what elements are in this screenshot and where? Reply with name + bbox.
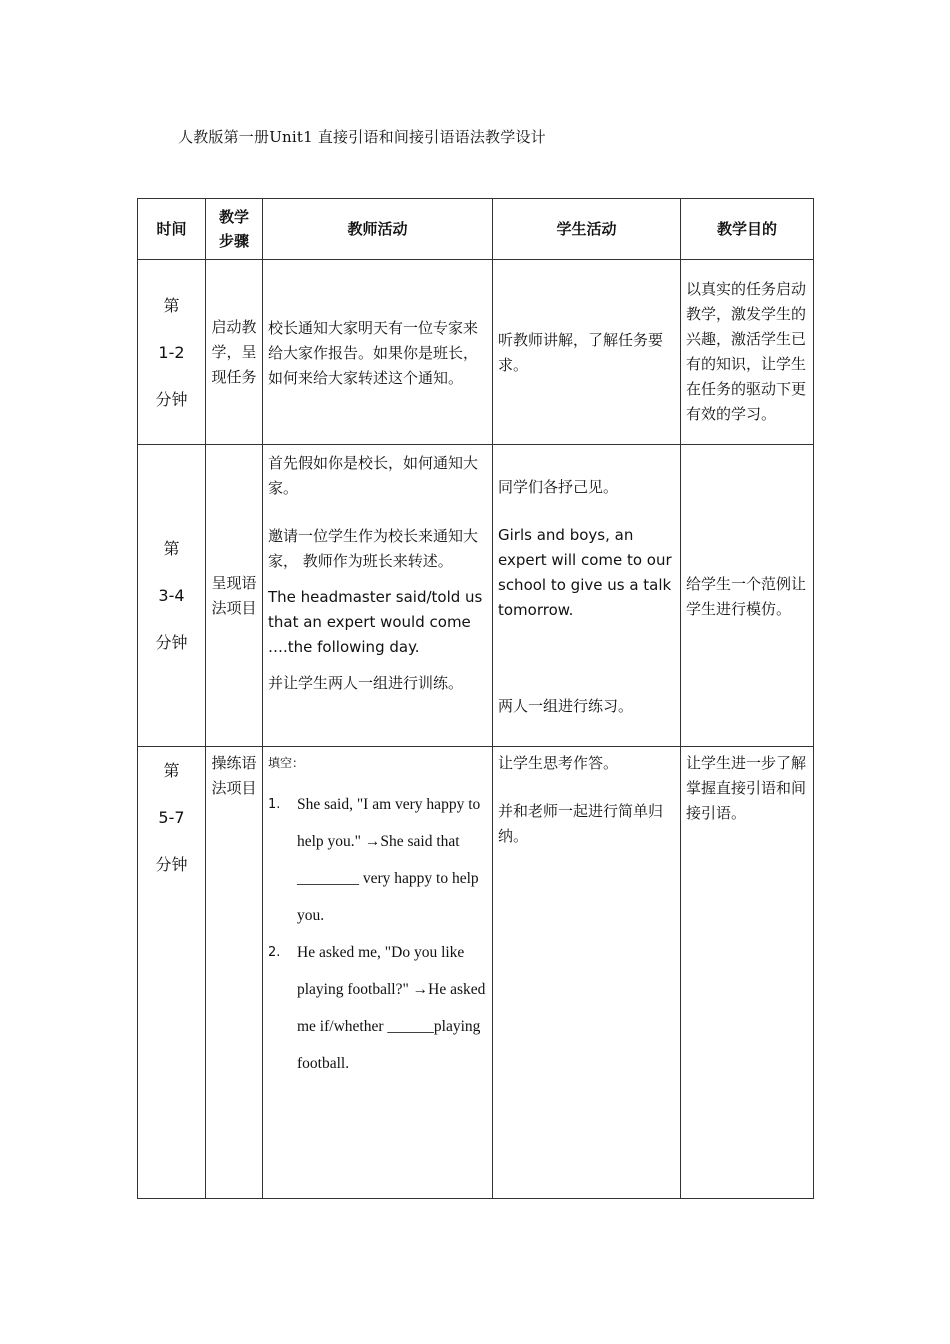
header-purpose: 教学目的	[681, 199, 814, 260]
time-range: 5-7	[158, 808, 185, 827]
time-prefix: 第	[163, 761, 180, 780]
teacher-example: The headmaster said/told us that an expert would come ….the following day.	[268, 588, 483, 656]
student-paragraph: 并和老师一起进行简单归纳。	[498, 802, 664, 845]
exercise-list	[268, 786, 488, 1082]
list-item	[268, 934, 488, 1082]
teacher-paragraph: 首先假如你是校长，如何通知大家。	[268, 454, 479, 497]
header-time: 时间	[138, 199, 206, 260]
time-range: 3-4	[158, 586, 185, 605]
table-row	[138, 260, 814, 445]
table-row	[138, 445, 814, 747]
student-paragraph: 两人一组进行练习。	[498, 697, 634, 715]
purpose-cell: 以真实的任务启动教学，激发学生的兴趣，激活学生已有的知识，让学生在任务的驱动下更有效的学习。	[681, 260, 814, 445]
time-prefix: 第	[163, 295, 180, 315]
lesson-plan-table	[137, 198, 814, 1199]
header-step: 教学步骤	[206, 199, 263, 260]
purpose-cell: 让学生进一步了解掌握直接引语和间接引语。	[681, 747, 814, 1199]
student-paragraph: 同学们各抒己见。	[498, 478, 619, 496]
teacher-paragraph: 并让学生两人一组进行训练。	[268, 674, 464, 692]
student-cell	[493, 747, 681, 1199]
student-cell	[493, 445, 681, 747]
fill-in-label: 填空：	[268, 756, 305, 770]
step-cell: 启动教学，呈现任务	[206, 260, 263, 445]
time-cell	[138, 747, 206, 1199]
student-example: Girls and boys, an expert will come to our school to give us a talk tomorrow.	[498, 526, 672, 619]
header-student: 学生活动	[493, 199, 681, 260]
list-item	[268, 786, 488, 934]
time-unit: 分钟	[155, 389, 188, 409]
exercise-text: She said, "I am very happy to help you." →She said that ________ very happy to help you.	[297, 796, 481, 924]
time-range: 1-2	[158, 342, 185, 362]
table-row	[138, 747, 814, 1199]
time-cell	[138, 260, 206, 445]
time-unit: 分钟	[155, 633, 188, 652]
header-teacher: 教师活动	[263, 199, 493, 260]
teacher-cell: 校长通知大家明天有一位专家来给大家作报告。如果你是班长，如何来给大家转述这个通知。	[263, 260, 493, 445]
time-prefix: 第	[163, 539, 180, 558]
exercise-number: 2.	[268, 945, 281, 960]
time-cell	[138, 445, 206, 747]
purpose-cell: 给学生一个范例让学生进行模仿。	[681, 445, 814, 747]
student-cell: 听教师讲解，了解任务要求。	[493, 260, 681, 445]
teacher-cell	[263, 747, 493, 1199]
step-cell: 呈现语法项目	[206, 445, 263, 747]
document-title: 人教版第一册Unit1 直接引语和间接引语语法教学设计	[178, 128, 546, 146]
exercise-number: 1.	[268, 797, 281, 812]
step-cell: 操练语法项目	[206, 747, 263, 1199]
exercise-text: He asked me, "Do you like playing football?" →He asked me if/whether ______playing football.	[297, 944, 486, 1072]
header-row	[138, 199, 814, 260]
student-paragraph: 让学生思考作答。	[498, 754, 619, 772]
teacher-cell	[263, 445, 493, 747]
teacher-paragraph: 邀请一位学生作为校长来通知大家， 教师作为班长来转述。	[268, 527, 479, 570]
time-unit: 分钟	[155, 855, 188, 874]
